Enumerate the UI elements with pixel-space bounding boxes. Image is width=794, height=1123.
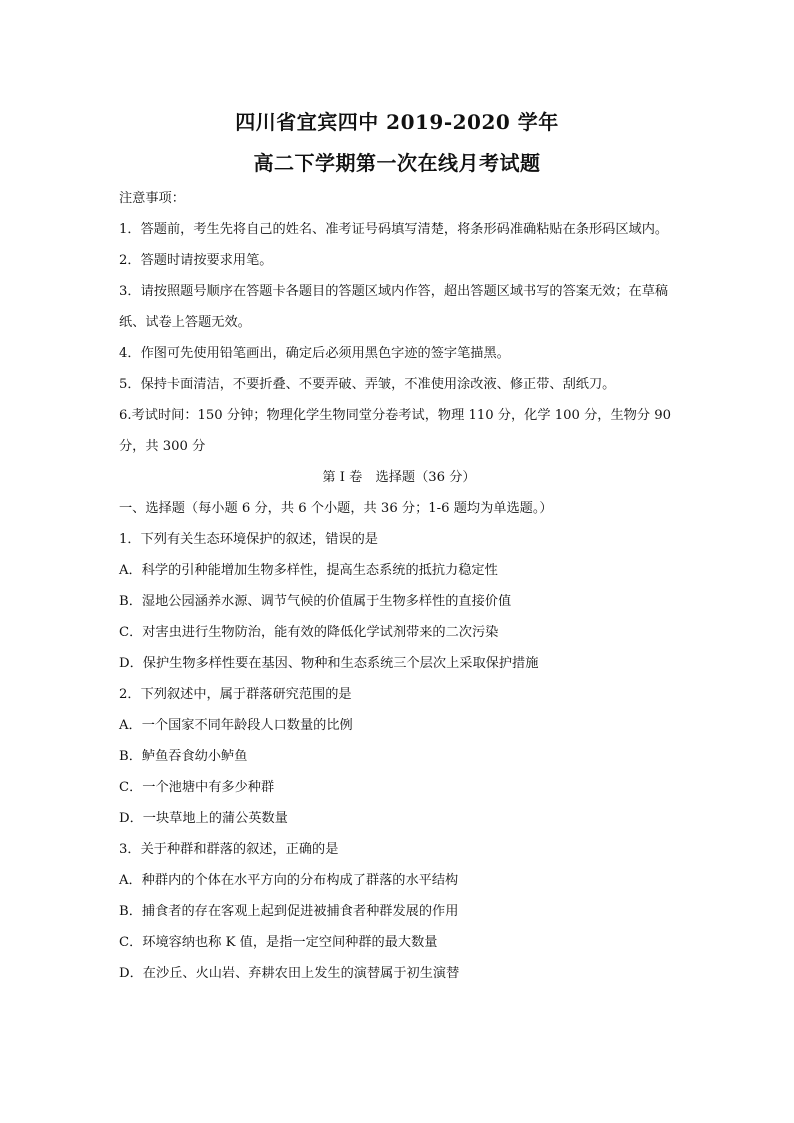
notice-heading: 注意事项： [119,191,185,206]
question-option: A．科学的引种能增加生物多样性，提高生态系统的抵抗力稳定性 [119,563,498,578]
exam-title-line-1: 四川省宜宾四中 2019-2020 学年 [235,110,559,134]
question-option: C．一个池塘中有多少种群 [119,780,275,795]
question-option: A．种群内的个体在水平方向的分布构成了群落的水平结构 [119,873,459,888]
question-option: D．保护生物多样性要在基因、物种和生态系统三个层次上采取保护措施 [119,656,539,671]
notice-item: 3．请按照题号顺序在答题卡各题目的答题区域内作答，超出答题区域书写的答案无效；在草稿纸、试卷上答题无效。 [119,284,669,330]
exam-title-line-2: 高二下学期第一次在线月考试题 [253,151,541,175]
question-option: B．捕食者的存在客观上起到促进被捕食者种群发展的作用 [119,904,459,919]
exam-body [119,183,679,989]
section-instruction: 一、选择题（每小题 6 分，共 6 个小题，共 36 分；1-6 题均为单选题。） [119,501,553,516]
notice-item: 2．答题时请按要求用笔。 [119,253,273,268]
question-option: D．一块草地上的蒲公英数量 [119,811,288,826]
question-option: C．环境容纳也称 K 值，是指一定空间种群的最大数量 [119,935,438,950]
question-option: D．在沙丘、火山岩、弃耕农田上发生的演替属于初生演替 [119,966,460,981]
notice-item: 5．保持卡面清洁，不要折叠、不要弄破、弄皱，不准使用涂改液、修正带、刮纸刀。 [119,377,616,392]
question-stem: 2．下列叙述中，属于群落研究范围的是 [119,687,352,702]
notice-item: 4．作图可先使用铅笔画出，确定后必须用黑色字迹的签字笔描黑。 [119,346,510,361]
question-stem: 1．下列有关生态环境保护的叙述，错误的是 [119,532,378,547]
question-option: A．一个国家不同年龄段人口数量的比例 [119,718,353,733]
question-option: B．鲈鱼吞食幼小鲈鱼 [119,749,248,764]
question-stem: 3．关于种群和群落的叙述，正确的是 [119,842,339,857]
question-option: B．湿地公园涵养水源、调节气候的价值属于生物多样性的直接价值 [119,594,512,609]
section-title: 第 I 卷 选择题（36 分） [322,470,476,485]
question-option: C．对害虫进行生物防治，能有效的降低化学试剂带来的二次污染 [119,625,499,640]
notice-item: 1．答题前，考生先将自己的姓名、准考证号码填写清楚，将条形码准确粘贴在条形码区域内。 [119,222,669,237]
notice-item: 6.考试时间：150 分钟；物理化学生物同堂分卷考试，物理 110 分，化学 100 分，生物分 90 分，共 300 分 [119,408,672,454]
